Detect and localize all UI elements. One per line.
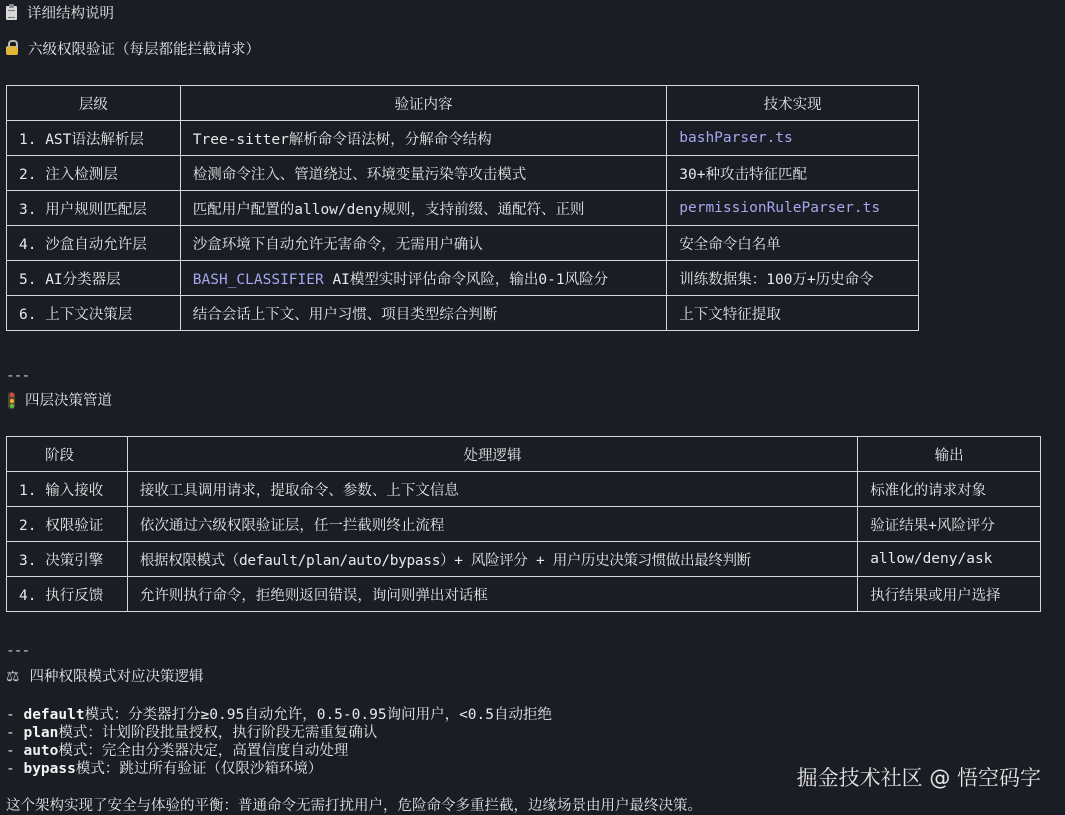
list-bullet: - <box>6 761 24 777</box>
list-bullet: - <box>6 743 24 759</box>
mode-name: auto <box>23 743 59 759</box>
modes-heading <box>6 665 203 686</box>
table-row <box>7 296 919 331</box>
table-cell <box>180 261 667 296</box>
mode-name: bypass <box>23 761 76 777</box>
table-header-cell: 技术实现 <box>667 86 919 121</box>
modes-heading-text: 四种权限模式对应决策逻辑 <box>29 669 204 685</box>
table-cell: 3. 用户规则匹配层 <box>7 191 181 226</box>
watermark: 掘金技术社区 @ 悟空码字 <box>796 766 1041 790</box>
table-header-cell: 阶段 <box>7 437 128 472</box>
table-cell: 30+种攻击特征匹配 <box>667 156 919 191</box>
table-cell-code: bashParser.ts <box>667 121 919 156</box>
table-cell: 标准化的请求对象 <box>858 472 1041 507</box>
table-cell: 5. AI分类器层 <box>7 261 181 296</box>
mode-desc: 模式：跳过所有验证（仅限沙箱环境） <box>75 761 323 777</box>
table-cell: 验证结果+风险评分 <box>858 507 1041 542</box>
table-cell: 匹配用户配置的allow/deny规则，支持前缀、通配符、正则 <box>180 191 667 226</box>
scales-icon: ⚖ <box>6 667 20 685</box>
table-cell: 沙盒环境下自动允许无害命令，无需用户确认 <box>180 226 667 261</box>
mode-desc: 模式：计划阶段批量授权，执行阶段无需重复确认 <box>58 725 378 741</box>
table-header-cell: 输出 <box>858 437 1041 472</box>
table-row <box>7 542 1041 577</box>
table-cell: 1. 输入接收 <box>7 472 128 507</box>
mode-name: default <box>23 707 85 723</box>
table-cell: allow/deny/ask <box>858 542 1041 577</box>
mode-desc: 模式：完全由分类器决定，高置信度自动处理 <box>58 743 349 759</box>
table-cell: 检测命令注入、管道绕过、环境变量污染等攻击模式 <box>180 156 667 191</box>
six-layer-heading-text: 六级权限验证（每层都能拦截请求） <box>28 42 260 58</box>
table-row <box>7 507 1041 542</box>
table-header-row <box>7 437 1041 472</box>
table-cell: 依次通过六级权限验证层，任一拦截则终止流程 <box>127 507 857 542</box>
six-layer-heading <box>6 38 260 59</box>
table-cell: 1. AST语法解析层 <box>7 121 181 156</box>
table-row <box>7 226 919 261</box>
table-header-row <box>7 86 919 121</box>
table-cell-code: permissionRuleParser.ts <box>667 191 919 226</box>
table-cell: 接收工具调用请求，提取命令、参数、上下文信息 <box>127 472 857 507</box>
pipeline-heading <box>6 389 112 410</box>
classifier-code: BASH_CLASSIFIER <box>192 271 324 288</box>
table-row <box>7 121 919 156</box>
table-cell: 3. 决策引擎 <box>7 542 128 577</box>
table-cell: 2. 权限验证 <box>7 507 128 542</box>
table-header-cell: 层级 <box>7 86 181 121</box>
table-header-cell: 处理逻辑 <box>127 437 857 472</box>
table-cell: 训练数据集：100万+历史命令 <box>667 261 919 296</box>
separator: --- <box>6 643 30 659</box>
table-cell: 安全命令白名单 <box>667 226 919 261</box>
mode-desc: 模式：分类器打分≥0.95自动允许，0.5-0.95询问用户，<0.5自动拒绝 <box>84 707 552 723</box>
pipeline-heading-text: 四层决策管道 <box>25 393 112 409</box>
detail-heading <box>6 2 114 23</box>
table-row <box>7 472 1041 507</box>
table-cell: 2. 注入检测层 <box>7 156 181 191</box>
table-row <box>7 577 1041 612</box>
table-header-cell: 验证内容 <box>180 86 667 121</box>
table-cell: 执行结果或用户选择 <box>858 577 1041 612</box>
table-row <box>7 156 919 191</box>
summary-text: 这个架构实现了安全与体验的平衡：普通命令无需打扰用户，危险命令多重拦截，边缘场景由用户最终决策。 <box>6 798 702 814</box>
traffic-light-icon <box>8 392 15 409</box>
table-cell: 根据权限模式（default/plan/auto/bypass）+ 风险评分 + 用户历史决策习惯做出最终判断 <box>127 542 857 577</box>
list-bullet: - <box>6 725 24 741</box>
table-row <box>7 261 919 296</box>
list-bullet: - <box>6 707 24 723</box>
table-cell: 6. 上下文决策层 <box>7 296 181 331</box>
mode-item <box>6 757 322 778</box>
pipeline-table <box>6 436 1041 612</box>
separator: --- <box>6 368 30 384</box>
detail-heading-text: 详细结构说明 <box>27 6 114 22</box>
six-layer-table <box>6 85 919 331</box>
table-row <box>7 191 919 226</box>
table-cell: 允许则执行命令，拒绝则返回错误，询问则弹出对话框 <box>127 577 857 612</box>
classifier-text: AI模型实时评估命令风险，输出0-1风险分 <box>332 271 609 288</box>
table-cell: Tree-sitter解析命令语法树，分解命令结构 <box>180 121 667 156</box>
mode-name: plan <box>23 725 59 741</box>
table-cell: 结合会话上下文、用户习惯、项目类型综合判断 <box>180 296 667 331</box>
table-cell: 4. 沙盒自动允许层 <box>7 226 181 261</box>
lock-icon <box>6 46 18 55</box>
clipboard-icon <box>6 6 17 20</box>
table-cell: 4. 执行反馈 <box>7 577 128 612</box>
table-cell: 上下文特征提取 <box>667 296 919 331</box>
